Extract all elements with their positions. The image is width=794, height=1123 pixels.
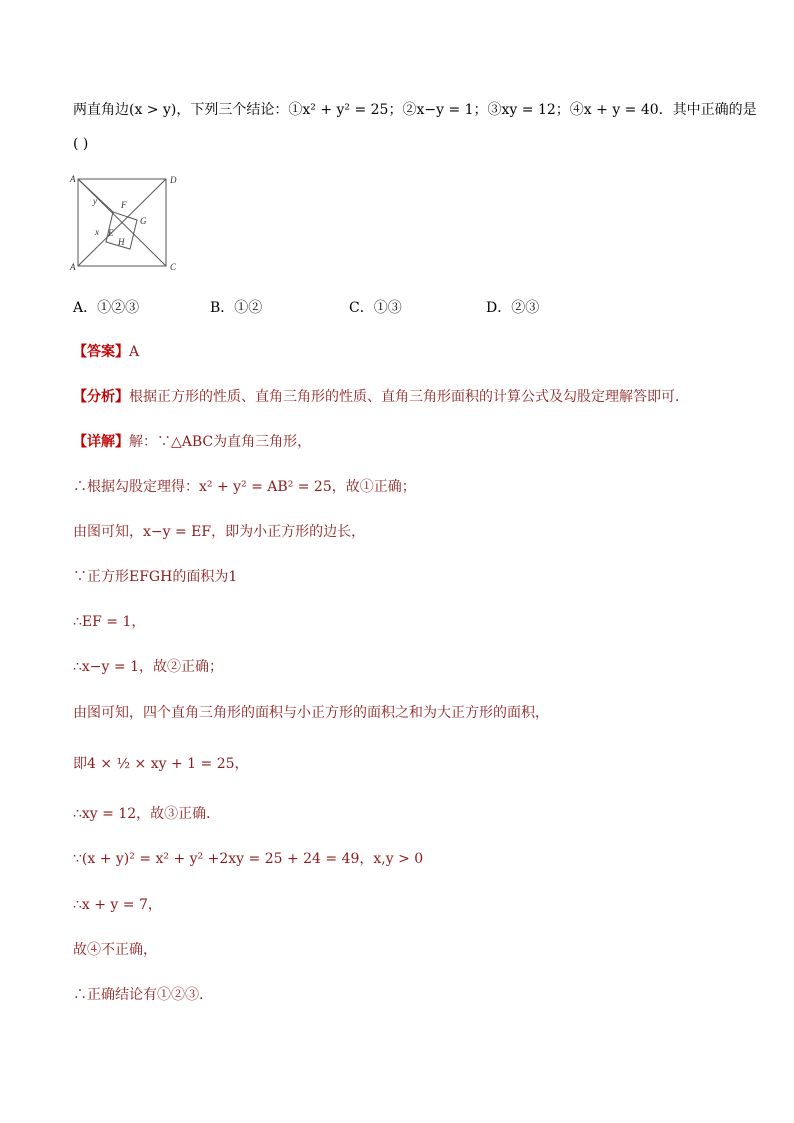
detail-line-9: ∴xy = 12，故③正确．: [73, 806, 221, 822]
question-text: 两直角边(x > y)，下列三个结论：①x² + y² = 25；②x−y = 1；③xy = 12；④x + y = 40．其中正确的是: [73, 102, 757, 118]
option-c[interactable]: C．①③: [349, 300, 402, 316]
question-bracket: ( ): [73, 136, 89, 152]
answer-line: [73, 342, 139, 362]
detail-line-10: ∵(x + y)² = x² + y² +2xy = 25 + 24 = 49，x,y > 0: [73, 851, 424, 867]
label-h: H: [118, 237, 125, 247]
answer-value: A: [129, 344, 140, 360]
detail-line-12: 故④不正确，: [73, 942, 157, 958]
analysis-line: [73, 387, 689, 407]
detail-line-1: [73, 432, 311, 452]
label-e: E: [108, 228, 114, 238]
geometry-figure: [66, 170, 186, 274]
option-b[interactable]: B．①②: [210, 300, 263, 316]
label-g: G: [140, 216, 147, 226]
detail-line-5: ∴EF = 1，: [73, 614, 146, 630]
label-f: F: [121, 200, 127, 210]
detail-line-2: ∴根据勾股定理得：x² + y² = AB² = 25，故①正确；: [73, 479, 416, 495]
label-y: y: [93, 196, 97, 206]
detail-line-3: 由图可知，x−y = EF，即为小正方形的边长，: [73, 524, 366, 540]
answer-tag: 【答案】: [73, 344, 129, 360]
label-x: x: [95, 227, 99, 237]
detail-line-7: 由图可知，四个直角三角形的面积与小正方形的面积之和为大正方形的面积，: [73, 705, 549, 721]
label-d: D: [170, 175, 177, 185]
label-c: C: [170, 262, 177, 272]
detail-line-6: ∴x−y = 1，故②正确；: [73, 659, 223, 675]
detail-line-8: 即4 × ½ × xy + 1 = 25，: [73, 756, 249, 772]
analysis-tag: 【分析】: [73, 389, 129, 405]
option-d[interactable]: D．②③: [486, 300, 540, 316]
label-a-top: A: [70, 174, 76, 184]
detail-tag: 【详解】: [73, 434, 129, 450]
detail-text-1: 解：∵△ABC为直角三角形，: [129, 434, 312, 450]
option-a[interactable]: A．①②③: [73, 300, 140, 316]
analysis-text: 根据正方形的性质、直角三角形的性质、直角三角形面积的计算公式及勾股定理解答即可．: [129, 389, 689, 405]
detail-line-11: ∴x + y = 7，: [73, 897, 162, 913]
detail-line-4: ∵正方形EFGH的面积为1: [73, 569, 238, 585]
detail-line-13: ∴正确结论有①②③.: [73, 987, 204, 1003]
label-a-bottom: A: [70, 262, 76, 272]
